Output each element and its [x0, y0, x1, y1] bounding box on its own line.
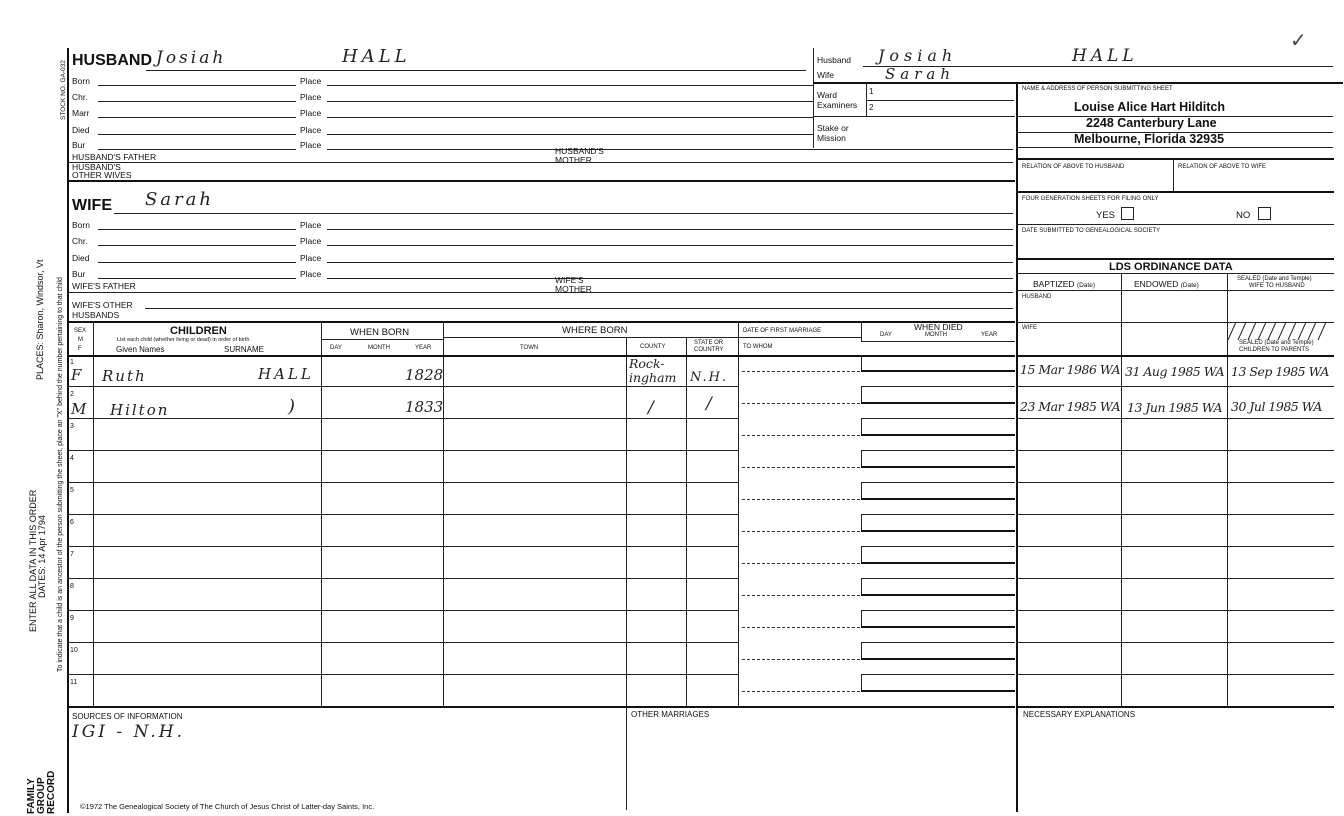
wife-born-place-label: Place: [300, 220, 322, 230]
wifes-father-label: WIFE'S FATHER: [72, 281, 136, 291]
lds-wife-row-label: WIFE: [1022, 325, 1037, 331]
child1-surname[interactable]: HALL: [258, 365, 314, 383]
sealed-children-label: SEALED (Date and Temple) CHILDREN TO PARENTS: [1239, 340, 1314, 353]
children-header: CHILDREN: [170, 325, 227, 337]
surname-header: SURNAME: [224, 345, 265, 354]
husband-given-name[interactable]: Josiah: [156, 48, 227, 68]
submitter-city[interactable]: Melbourne, Florida 32935: [1074, 132, 1225, 146]
explanations-label: NECESSARY EXPLANATIONS: [1023, 710, 1136, 719]
child2-sex[interactable]: M: [71, 400, 87, 418]
given-names-header: Given Names: [116, 345, 165, 354]
wife-heading: WIFE: [72, 197, 112, 214]
child-row-number: 11: [70, 679, 78, 686]
child2-county[interactable]: /: [648, 398, 654, 418]
lds-child2-sealed[interactable]: 30 Jul 1985 WA: [1231, 399, 1322, 414]
husbands-other-wives-label: HUSBAND'S OTHER WIVES: [72, 162, 132, 180]
submitter-name[interactable]: Louise Alice Hart Hilditch: [1074, 100, 1225, 114]
wife-chr-place-label: Place: [300, 236, 322, 246]
header-husband-surname[interactable]: HALL: [1072, 46, 1138, 66]
child1-state[interactable]: N.H.: [690, 370, 729, 385]
child2-state[interactable]: /: [706, 394, 712, 414]
lds-child1-sealed[interactable]: 13 Sep 1985 WA: [1231, 364, 1329, 379]
sources-value[interactable]: IGI - N.H.: [72, 722, 185, 742]
relation-to-wife-label: RELATION OF ABOVE TO WIFE: [1178, 164, 1267, 170]
copyright-notice: ©1972 The Genealogical Society of The Church of Jesus Christ of Latter-day Saints, Inc.: [80, 802, 375, 811]
header-wife-given[interactable]: Sarah: [885, 65, 955, 83]
wife-bur-place-label: Place: [300, 269, 322, 279]
wifes-other-husbands-label: WIFE'S OTHER HUSBANDS: [72, 300, 133, 320]
child1-birth-year[interactable]: 1828: [405, 366, 444, 384]
sex-f-header: F: [78, 346, 82, 352]
no-label: NO: [1236, 210, 1251, 221]
stock-number: STOCK NO. GA-032: [60, 60, 67, 120]
endowed-label: ENDOWED (Date): [1134, 279, 1199, 289]
state-header: STATE OR COUNTRY: [694, 340, 724, 353]
child-row-number: 8: [70, 583, 74, 590]
wife-given-name[interactable]: Sarah: [145, 189, 214, 210]
examiner-1-number: 1: [869, 87, 874, 96]
husband-heading: HUSBAND: [72, 52, 152, 69]
child2-given-name[interactable]: Hilton: [110, 401, 170, 419]
child-row-number: 5: [70, 487, 74, 494]
husband-surname[interactable]: HALL: [342, 46, 411, 67]
first-marriage-header: DATE OF FIRST MARRIAGE: [743, 328, 822, 334]
when-died-header: WHEN DIED: [914, 322, 963, 332]
relation-to-husband-label: RELATION OF ABOVE TO HUSBAND: [1022, 164, 1125, 170]
husband-born-place-label: Place: [300, 76, 322, 86]
header-wife-label: Wife: [817, 70, 834, 80]
wife-bur-label: Bur: [72, 269, 86, 279]
form-title: FAMILY GROUP RECORD: [26, 770, 57, 814]
child-row-number: 1: [70, 359, 74, 366]
town-header: TOWN: [520, 345, 539, 351]
lds-child1-endowed[interactable]: 31 Aug 1985 WA: [1125, 364, 1224, 379]
child-row-number: 10: [70, 647, 78, 654]
child-row-number: 9: [70, 615, 74, 622]
other-marriages-label: OTHER MARRIAGES: [631, 710, 710, 719]
sources-label: SOURCES OF INFORMATION: [72, 712, 183, 721]
died-year-header: YEAR: [981, 332, 998, 338]
where-born-header: WHERE BORN: [562, 325, 628, 336]
born-day-header: DAY: [330, 345, 342, 351]
husband-died-place-label: Place: [300, 125, 322, 135]
child1-given-name[interactable]: Ruth: [102, 367, 147, 385]
header-husband-label: Husband: [817, 55, 852, 65]
husband-bur-label: Bur: [72, 140, 86, 150]
husbands-father-label: HUSBAND'S FATHER: [72, 152, 157, 162]
sealed-wife-label: SEALED (Date and Temple) WIFE TO HUSBAND: [1237, 276, 1312, 289]
sealed-hatch-area: [1228, 322, 1332, 340]
stake-label: Stake or Mission: [817, 123, 849, 143]
sex-header: SEX: [74, 328, 87, 334]
date-submitted-label: DATE SUBMITTED TO GENEALOGICAL SOCIETY: [1022, 228, 1161, 234]
when-born-header: WHEN BORN: [350, 327, 410, 338]
header-husband-given[interactable]: Josiah: [878, 46, 958, 65]
children-sub-header: List each child (whether living or dead) in order of birth: [117, 337, 250, 343]
examiner-2-number: 2: [869, 103, 874, 112]
wifes-mother-label: WIFE'S MOTHER: [555, 275, 592, 294]
husband-marr-label: Marr: [72, 108, 90, 118]
lds-husband-row-label: HUSBAND: [1022, 294, 1052, 300]
four-gen-label: FOUR GENERATION SHEETS FOR FILING ONLY: [1022, 196, 1159, 202]
ancestor-instruction: To indicate that a child is an ancestor of the person submitting the sheet, place an "X" behind the number pertaining to that child: [57, 277, 64, 672]
child2-birth-year[interactable]: 1833: [405, 398, 444, 416]
wife-died-label: Died: [72, 253, 90, 263]
child-row-number: 4: [70, 455, 74, 462]
husband-chr-place-label: Place: [300, 92, 322, 102]
lds-child1-baptized[interactable]: 15 Mar 1986 WA: [1020, 362, 1121, 377]
born-year-header: YEAR: [415, 345, 432, 351]
ward-label: Ward: [817, 90, 837, 100]
places-instruction: PLACES: Sharon, Windsor, Vt: [35, 259, 45, 380]
died-day-header: DAY: [880, 332, 892, 338]
husband-marr-place-label: Place: [300, 108, 322, 118]
died-month-header: MONTH: [925, 332, 947, 338]
wife-chr-label: Chr.: [72, 236, 88, 246]
child-row-number: 7: [70, 551, 74, 558]
child1-county[interactable]: Rock- ingham: [629, 356, 677, 385]
child-row-number: 3: [70, 423, 74, 430]
corner-check-mark: ✓: [1290, 30, 1307, 52]
dates-instruction: DATES: 14 Apr 1794: [37, 515, 47, 598]
baptized-label: BAPTIZED (Date): [1033, 279, 1095, 289]
child1-sex[interactable]: F: [71, 366, 82, 384]
husband-bur-place-label: Place: [300, 140, 322, 150]
husbands-mother-label: HUSBAND'S MOTHER: [555, 146, 604, 165]
submitter-street[interactable]: 2248 Canterbury Lane: [1086, 116, 1217, 130]
child-row-number: 2: [70, 391, 74, 398]
husband-born-label: Born: [72, 76, 90, 86]
child-row-number: 6: [70, 519, 74, 526]
yes-label: YES: [1096, 210, 1116, 221]
husband-chr-label: Chr.: [72, 92, 88, 102]
yes-checkbox[interactable]: [1121, 207, 1134, 220]
lds-child2-endowed[interactable]: 13 Jun 1985 WA: [1127, 400, 1223, 415]
no-checkbox[interactable]: [1258, 207, 1271, 220]
child2-surname[interactable]: ): [288, 396, 296, 417]
wife-born-label: Born: [72, 220, 90, 230]
submitter-label: NAME & ADDRESS OF PERSON SUBMITTING SHEET: [1022, 86, 1173, 92]
wife-died-place-label: Place: [300, 253, 322, 263]
born-month-header: MONTH: [368, 345, 390, 351]
examiners-label: Examiners: [817, 100, 858, 110]
order-instruction: ENTER ALL DATA IN THIS ORDER: [28, 489, 38, 632]
lds-child2-baptized[interactable]: 23 Mar 1985 WA: [1020, 399, 1121, 414]
lds-title: LDS ORDINANCE DATA: [1109, 261, 1233, 273]
sex-m-header: M: [78, 337, 83, 343]
county-header: COUNTY: [640, 344, 666, 350]
husband-died-label: Died: [72, 125, 90, 135]
to-whom-header: TO WHOM: [743, 344, 773, 350]
